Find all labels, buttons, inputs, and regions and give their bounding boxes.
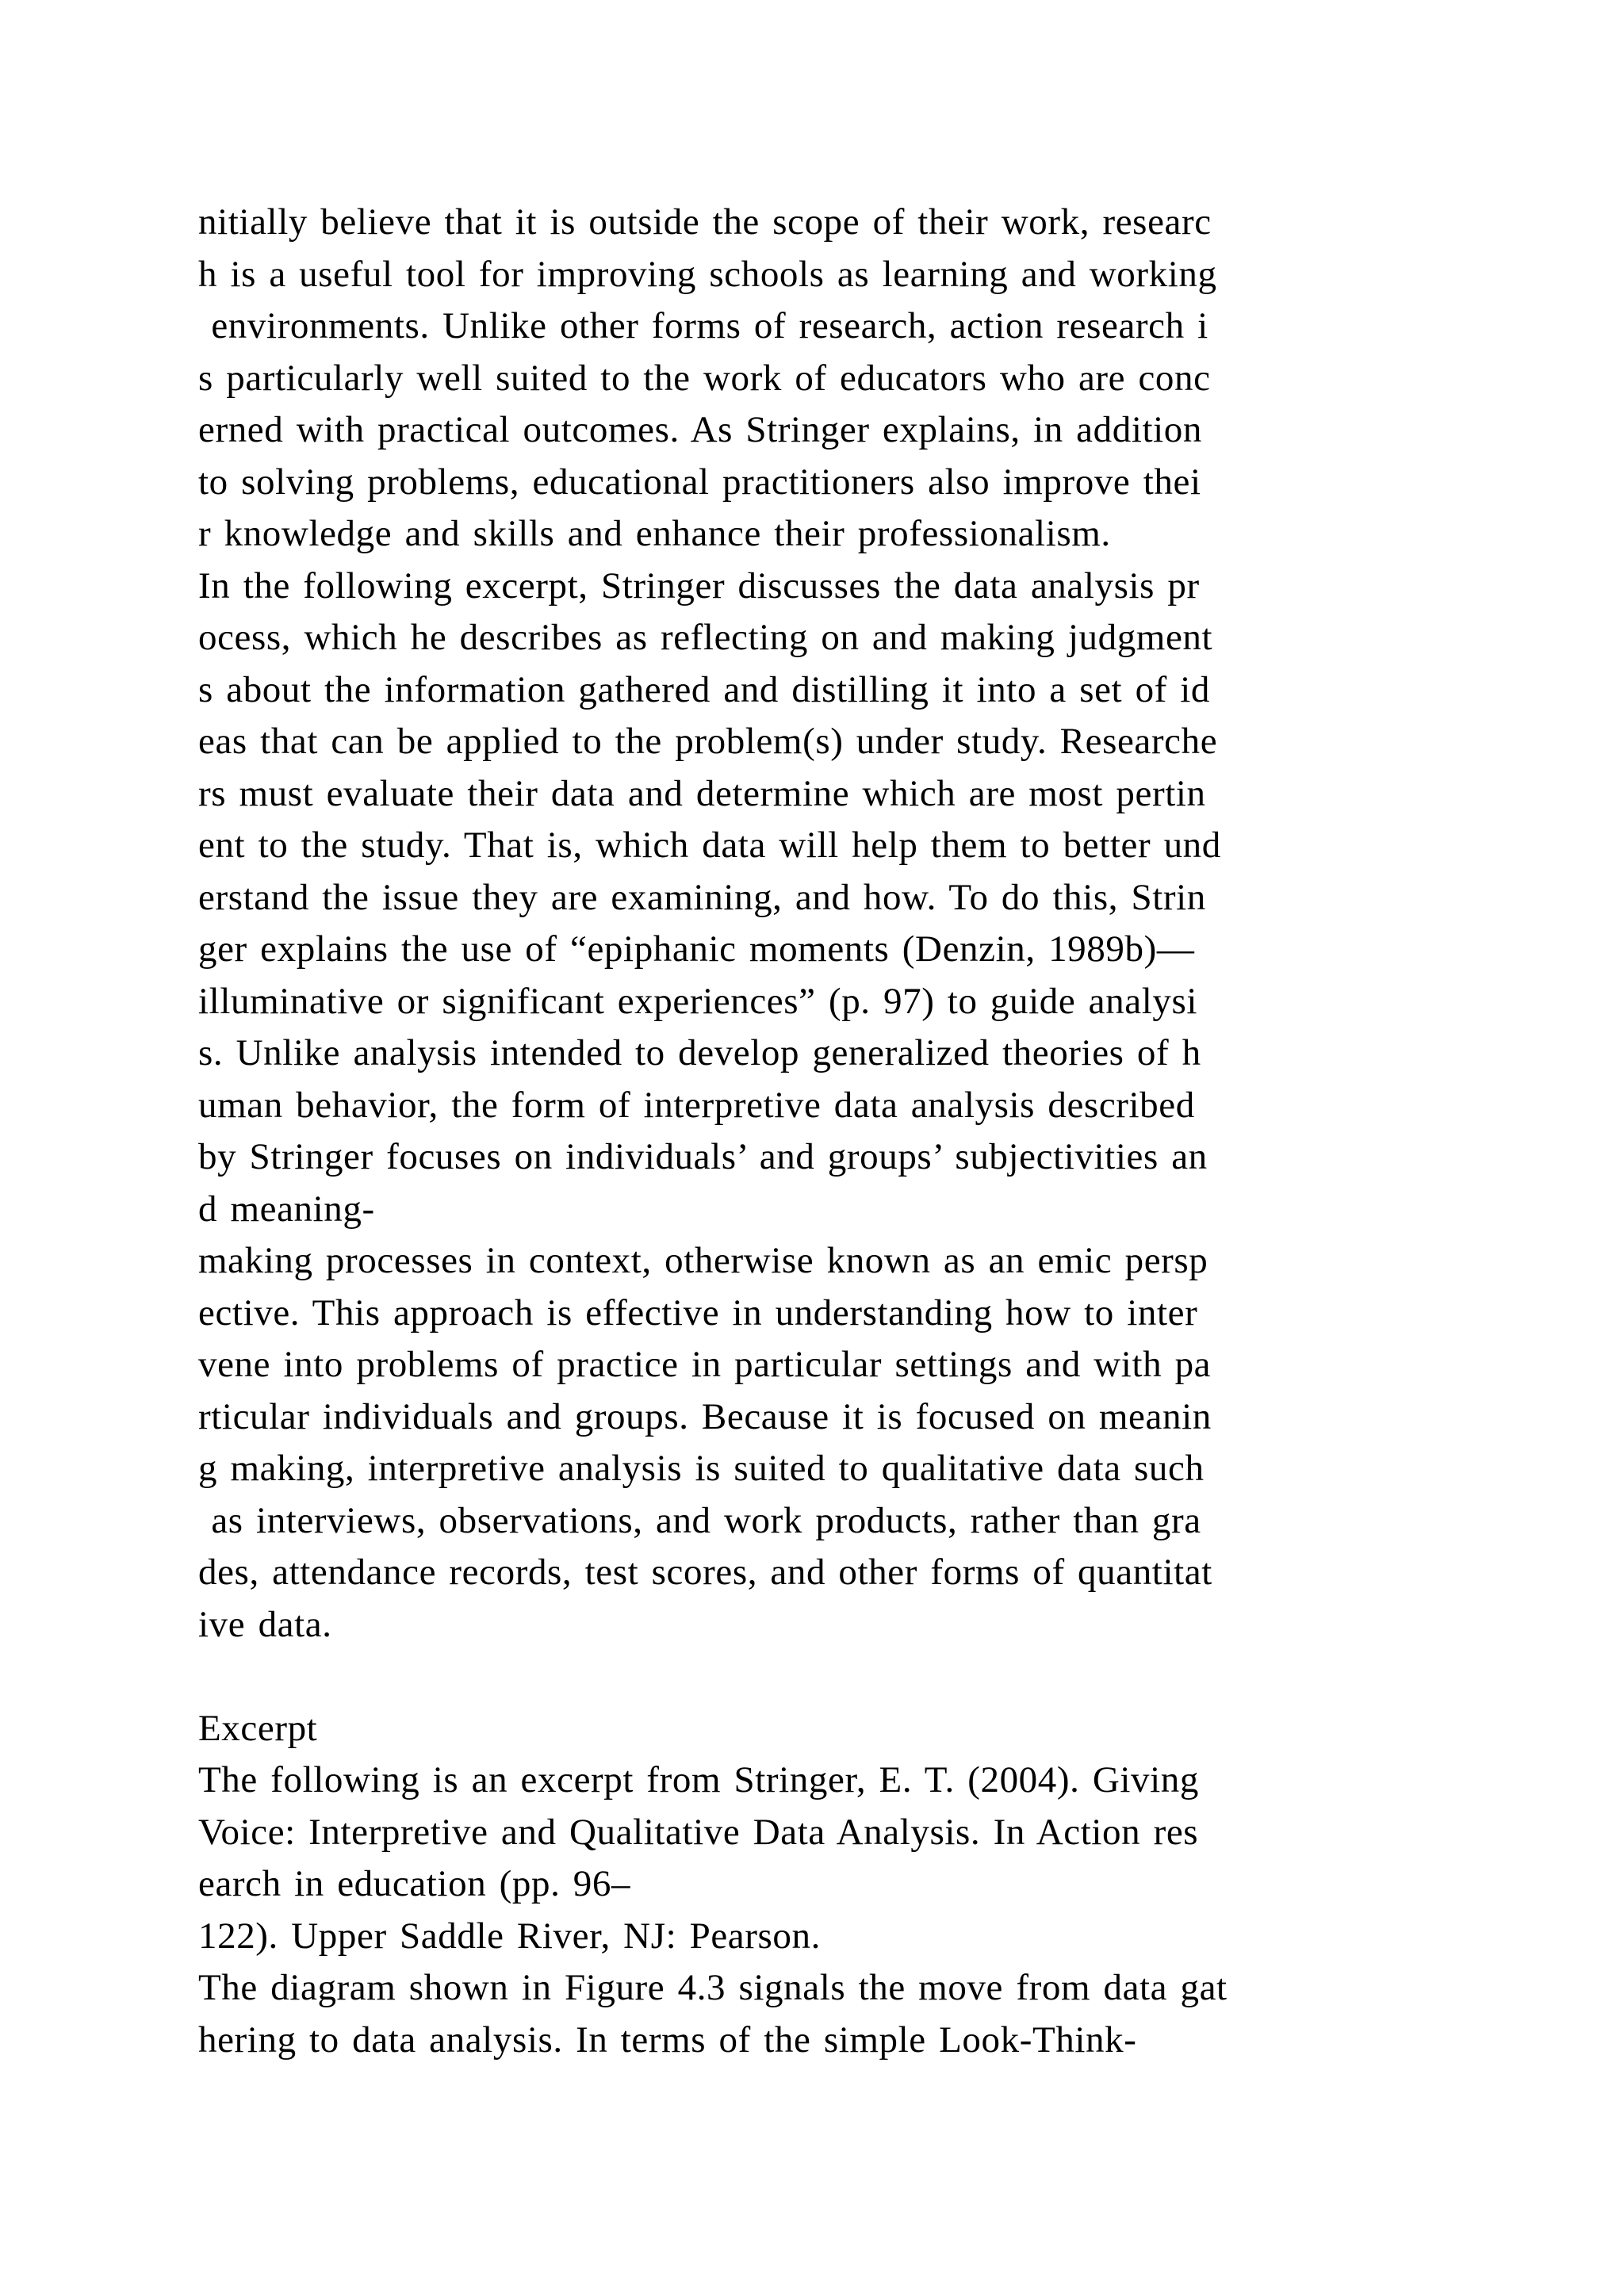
text-line: d meaning- (198, 1188, 375, 1230)
text-line: g making, interpretive analysis is suited to qualitative data such (198, 1448, 1205, 1489)
text-line: Voice: Interpretive and Qualitative Data Analysis. In Action res (198, 1811, 1199, 1853)
text-line: environments. Unlike other forms of research, action research i (198, 305, 1208, 346)
text-line: as interviews, observations, and work products, rather than gra (198, 1499, 1201, 1541)
text-line: rticular individuals and groups. Because it is focused on meanin (198, 1395, 1212, 1437)
text-line: ocess, which he describes as reflecting on and making judgment (198, 617, 1213, 658)
text-line: making processes in context, otherwise known as an emic persp (198, 1240, 1208, 1281)
text-line: 122). Upper Saddle River, NJ: Pearson. (198, 1915, 821, 1957)
text-line: s. Unlike analysis intended to develop generalized theories of h (198, 1032, 1201, 1073)
text-line: The diagram shown in Figure 4.3 signals the move from data gat (198, 1967, 1228, 2008)
text-line: uman behavior, the form of interpretive data analysis described (198, 1084, 1195, 1126)
text-line: vene into problems of practice in particular settings and with pa (198, 1344, 1212, 1385)
text-line: rs must evaluate their data and determine which are most pertin (198, 772, 1206, 814)
text-line: ent to the study. That is, which data will help them to better und (198, 825, 1221, 866)
text-line: ger explains the use of “epiphanic moments (Denzin, 1989b)— (198, 928, 1195, 970)
text-line: hering to data analysis. In terms of the simple Look-Think- (198, 2019, 1137, 2061)
text-line: r knowledge and skills and enhance their professionalism. (198, 513, 1111, 554)
text-line: s particularly well suited to the work of educators who are conc (198, 357, 1211, 399)
text-line: eas that can be applied to the problem(s) under study. Researche (198, 721, 1218, 762)
blank-line (198, 1651, 1451, 1703)
text-line: by Stringer focuses on individuals’ and groups’ subjectivities an (198, 1136, 1208, 1177)
text-line: In the following excerpt, Stringer discusses the data analysis pr (198, 564, 1200, 607)
text-line: earch in education (pp. 96– (198, 1863, 631, 1904)
text-line: ive data. (198, 1603, 332, 1645)
text-line: nitially believe that it is outside the scope of their work, researc (198, 201, 1212, 243)
text-line: The following is an excerpt from Stringer, E. T. (2004). Giving (198, 1759, 1199, 1800)
section-heading: Excerpt (198, 1707, 318, 1749)
text-line: illuminative or significant experiences” (p. 97) to guide analysi (198, 980, 1197, 1022)
text-line: s about the information gathered and distilling it into a set of id (198, 668, 1211, 710)
text-line: ective. This approach is effective in understanding how to inter (198, 1292, 1198, 1334)
text-line: h is a useful tool for improving schools as learning and working (198, 253, 1217, 295)
text-line: des, attendance records, test scores, and other forms of quantitat (198, 1552, 1212, 1593)
text-line: erned with practical outcomes. As Stringer explains, in addition (198, 409, 1203, 450)
text-line: erstand the issue they are examining, and how. To do this, Strin (198, 876, 1206, 918)
body-text (198, 197, 1451, 2066)
text-line: to solving problems, educational practitioners also improve thei (198, 461, 1201, 503)
